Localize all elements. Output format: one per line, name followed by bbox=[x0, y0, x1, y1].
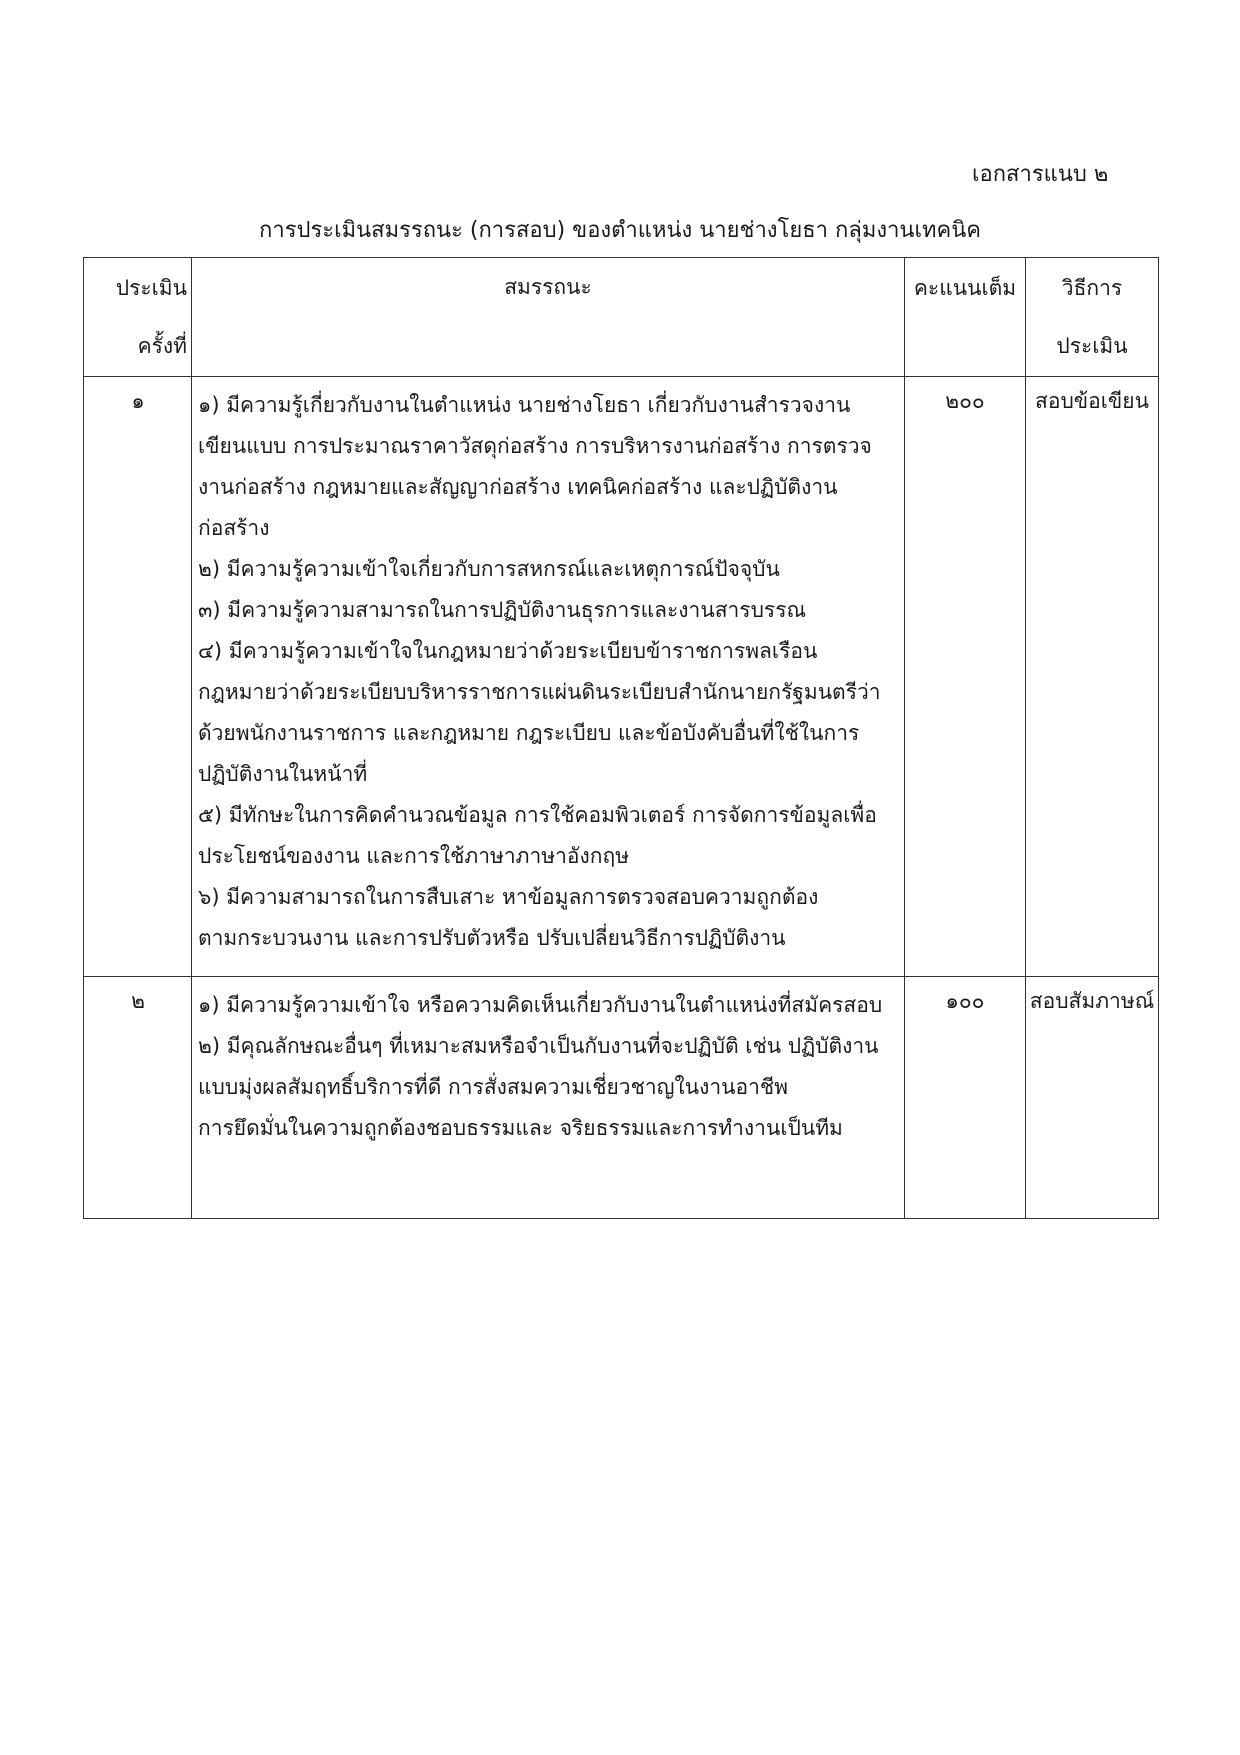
competency-line: ปฏิบัติงานในหน้าที่ bbox=[198, 762, 368, 786]
competency-line: งานก่อสร้าง กฎหมายและสัญญาก่อสร้าง เทคนิคก่อสร้าง และปฏิบัติงาน bbox=[198, 475, 838, 499]
competency-line: ด้วยพนักงานราชการ และกฎหมาย กฎระเบียบ และข้อบังคับอื่นที่ใช้ในการ bbox=[198, 721, 860, 745]
header-method bbox=[1026, 258, 1159, 377]
competency-line: ๖) มีความสามารถในการสืบเสาะ หาข้อมูลการตรวจสอบความถูกต้อง bbox=[198, 885, 819, 909]
round-number: ๒ bbox=[84, 977, 192, 1219]
competency-line: แบบมุ่งผลสัมฤทธิ์บริการที่ดี การสั่งสมความเชี่ยวชาญในงานอาชีพ bbox=[198, 1075, 789, 1099]
header-full-score: คะแนนเต็ม bbox=[905, 258, 1026, 377]
header-round-line2: ครั้งที่ bbox=[137, 334, 187, 358]
competency-line: ประโยชน์ของงาน และการใช้ภาษาภาษาอังกฤษ bbox=[198, 844, 630, 868]
competency-line: ก่อสร้าง bbox=[198, 516, 270, 540]
competency-line: ๑) มีความรู้เกี่ยวกับงานในตำแหน่ง นายช่างโยธา เกี่ยวกับงานสำรวจงาน bbox=[198, 393, 851, 417]
competency-line: เขียนแบบ การประมาณราคาวัสดุก่อสร้าง การบริหารงานก่อสร้าง การตรวจ bbox=[198, 434, 872, 458]
competency-line: ตามกระบวนงาน และการปรับตัวหรือ ปรับเปลี่ยนวิธีการปฏิบัติงาน bbox=[198, 926, 786, 950]
header-method-line1: วิธีการ bbox=[1061, 276, 1123, 300]
full-score: ๒๐๐ bbox=[905, 377, 1026, 977]
full-score: ๑๐๐ bbox=[905, 977, 1026, 1219]
header-competency: สมรรถนะ bbox=[192, 258, 905, 377]
attachment-label: เอกสารแนบ ๒ bbox=[972, 162, 1109, 187]
competency-line: ๕) มีทักษะในการคิดคำนวณข้อมูล การใช้คอมพิวเตอร์ การจัดการข้อมูลเพื่อ bbox=[198, 803, 877, 827]
competency-line: กฎหมายว่าด้วยระเบียบบริหารราชการแผ่นดินระเบียบสำนักนายกรัฐมนตรีว่า bbox=[198, 680, 881, 704]
competency-list bbox=[192, 977, 905, 1219]
competency-line: ๒) มีความรู้ความเข้าใจเกี่ยวกับการสหกรณ์และเหตุการณ์ปัจจุบัน bbox=[198, 557, 780, 581]
competency-line: ๑) มีความรู้ความเข้าใจ หรือความคิดเห็นเกี่ยวกับงานในตำแหน่งที่สมัครสอบ bbox=[198, 993, 883, 1017]
competency-table bbox=[83, 257, 1159, 1219]
assessment-method: สอบสัมภาษณ์ bbox=[1026, 977, 1159, 1219]
competency-line: ๔) มีความรู้ความเข้าใจในกฎหมายว่าด้วยระเบียบข้าราชการพลเรือน bbox=[198, 639, 818, 663]
competency-line: ๓) มีความรู้ความสามารถในการปฏิบัติงานธุรการและงานสารบรรณ bbox=[198, 598, 806, 622]
header-round bbox=[84, 258, 192, 377]
table-header-row bbox=[84, 258, 1159, 377]
header-method-line2: ประเมิน bbox=[1056, 334, 1128, 358]
assessment-method: สอบข้อเขียน bbox=[1026, 377, 1159, 977]
competency-line: การยึดมั่นในความถูกต้องชอบธรรมและ จริยธรรมและการทำงานเป็นทีม bbox=[198, 1116, 843, 1140]
round-number: ๑ bbox=[84, 377, 192, 977]
header-round-line1: ประเมิน bbox=[115, 276, 187, 300]
table-row bbox=[84, 977, 1159, 1219]
table-row bbox=[84, 377, 1159, 977]
page-title: การประเมินสมรรถนะ (การสอบ) ของตำแหน่ง นายช่างโยธา กลุ่มงานเทคนิค bbox=[259, 218, 981, 243]
competency-list bbox=[192, 377, 905, 977]
competency-line: ๒) มีคุณลักษณะอื่นๆ ที่เหมาะสมหรือจำเป็นกับงานที่จะปฏิบัติ เช่น ปฏิบัติงาน bbox=[198, 1034, 879, 1058]
